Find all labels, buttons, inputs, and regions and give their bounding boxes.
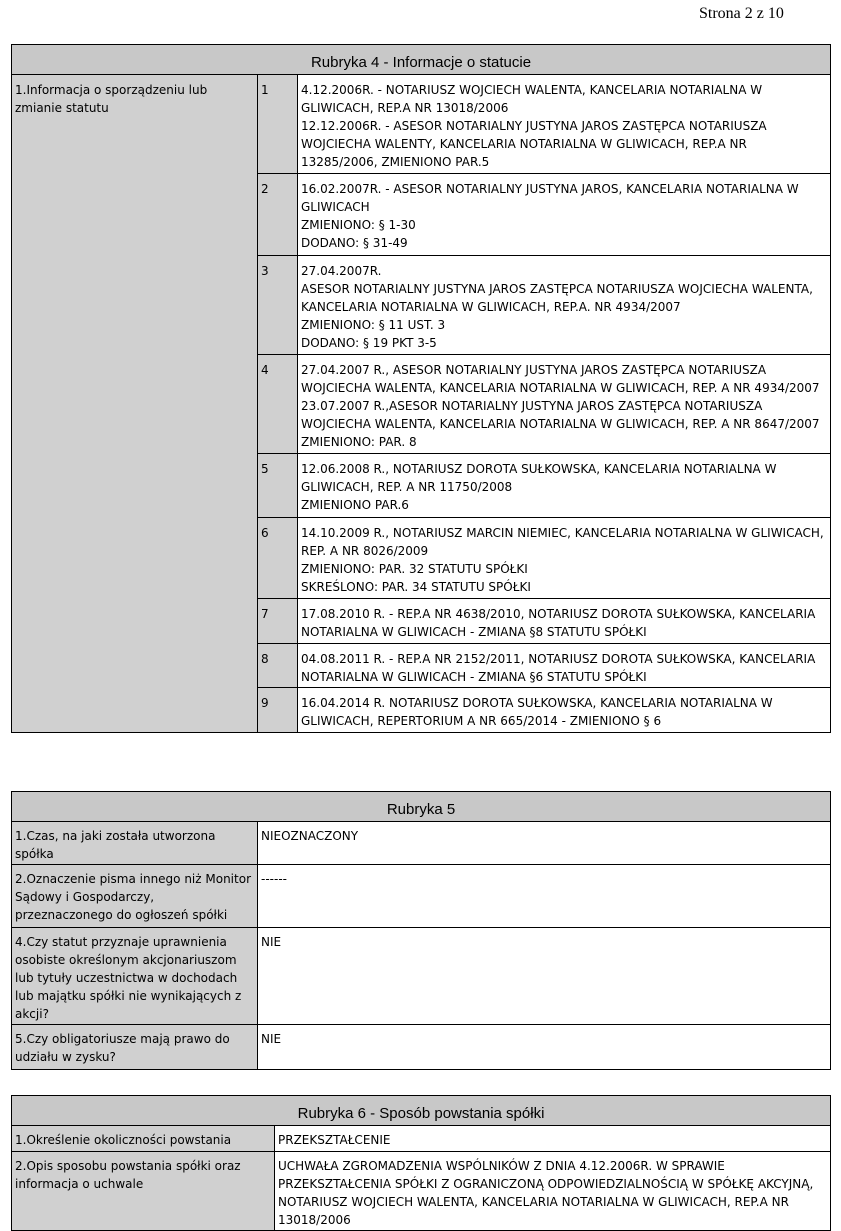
entry-line: 27.04.2007R.: [301, 264, 382, 278]
entry-line: DODANO: § 31-49: [301, 236, 408, 250]
entry-number: 2: [258, 174, 298, 256]
field-value: PRZEKSZTAŁCENIE: [275, 1126, 831, 1152]
entry-line: ASESOR NOTARIALNY JUSTYNA JAROS ZASTĘPCA NOTARIUSZA WOJCIECHA WALENTA, KANCELARIA NOTARIALNA W GLIWICACH, REP.A. NR 4934/2007: [301, 282, 813, 314]
entry-text: [298, 75, 831, 174]
entry-line: ZMIENIONO: § 1-30: [301, 218, 416, 232]
entry-line: 12.12.2006R. - ASESOR NOTARIALNY JUSTYNA JAROS ZASTĘPCA NOTARIUSZA WOJCIECHA WALENTY, KANCELARIA NOTARIALNA W GLIWICACH, REP.A NR 13285/2006, ZMIENIONO PAR.5: [301, 119, 767, 169]
rubryka-4-title: Rubryka 4 - Informacje o statucie: [12, 45, 831, 75]
entry-text: [298, 644, 831, 688]
rubryka-5-title: Rubryka 5: [12, 792, 831, 822]
entry-number: 1: [258, 75, 298, 174]
entry-line: ZMIENIONO: PAR. 32 STATUTU SPÓŁKI: [301, 562, 528, 576]
entry-text: [298, 599, 831, 644]
statute-info-label: 1.Informacja o sporządzeniu lub zmianie statutu: [12, 75, 258, 733]
entry-line: 4.12.2006R. - NOTARIUSZ WOJCIECH WALENTA, KANCELARIA NOTARIALNA W GLIWICACH, REP.A NR 13018/2006: [301, 83, 763, 115]
entry-text: [298, 688, 831, 733]
entry-text: [298, 518, 831, 599]
page-number: Strona 2 z 10: [699, 5, 784, 22]
entry-number: 3: [258, 256, 298, 355]
field-label: 5.Czy obligatoriusze mają prawo do udziału w zysku?: [12, 1025, 258, 1070]
entry-number: 7: [258, 599, 298, 644]
field-value: NIE: [258, 1025, 831, 1070]
entry-line: 16.04.2014 R. NOTARIUSZ DOROTA SUŁKOWSKA, KANCELARIA NOTARIALNA W GLIWICACH, REPERTORIUM A NR 665/2014 - ZMIENIONO § 6: [301, 696, 773, 728]
entry-line: 16.02.2007R. - ASESOR NOTARIALNY JUSTYNA JAROS, KANCELARIA NOTARIALNA W GLIWICACH: [301, 182, 799, 214]
field-value: NIE: [258, 928, 831, 1025]
entry-line: 12.06.2008 R., NOTARIUSZ DOROTA SUŁKOWSKA, KANCELARIA NOTARIALNA W GLIWICACH, REP. A NR 11750/2008: [301, 462, 777, 494]
entry-line: DODANO: § 19 PKT 3-5: [301, 336, 437, 350]
rubryka-6-title: Rubryka 6 - Sposób powstania spółki: [12, 1096, 831, 1126]
field-value: UCHWAŁA ZGROMADZENIA WSPÓLNIKÓW Z DNIA 4.12.2006R. W SPRAWIE PRZEKSZTAŁCENIA SPÓŁKI Z OGRANICZONĄ ODPOWIEDZIALNOŚCIĄ W SPÓŁKĘ AKCYJNĄ, NOTARIUSZ WOJCIECH WALENTA, KANCELARIA NOTARIALNA W GLIWICACH, REP.A NR 13018/2006: [275, 1152, 831, 1231]
field-label: 1.Określenie okoliczności powstania: [12, 1126, 275, 1152]
entry-number: 4: [258, 355, 298, 454]
field-label: 2.Oznaczenie pisma innego niż Monitor Sądowy i Gospodarczy, przeznaczonego do ogłoszeń spółki: [12, 865, 258, 928]
entry-line: ZMIENIONO: § 11 UST. 3: [301, 318, 446, 332]
field-value: NIEOZNACZONY: [258, 822, 831, 865]
entry-number: 6: [258, 518, 298, 599]
entry-line: SKREŚLONO: PAR. 34 STATUTU SPÓŁKI: [301, 580, 531, 594]
rubryka-6-table: [11, 1095, 831, 1231]
entry-number: 8: [258, 644, 298, 688]
entry-line: 14.10.2009 R., NOTARIUSZ MARCIN NIEMIEC, KANCELARIA NOTARIALNA W GLIWICACH, REP. A NR 8026/2009: [301, 526, 824, 558]
entry-line: 27.04.2007 R., ASESOR NOTARIALNY JUSTYNA JAROS ZASTĘPCA NOTARIUSZA WOJCIECHA WALENTA, KANCELARIA NOTARIALNA W GLIWICACH, REP. A NR 4934/2007: [301, 363, 820, 395]
entry-text: [298, 256, 831, 355]
entry-number: 5: [258, 454, 298, 518]
entry-line: 17.08.2010 R. - REP.A NR 4638/2010, NOTARIUSZ DOROTA SUŁKOWSKA, KANCELARIA NOTARIALNA W GLIWICACH - ZMIANA §8 STATUTU SPÓŁKI: [301, 607, 816, 639]
field-label: 2.Opis sposobu powstania spółki oraz informacja o uchwale: [12, 1152, 275, 1231]
entry-text: [298, 355, 831, 454]
rubryka-4-table: [11, 44, 831, 733]
entry-line: 04.08.2011 R. - REP.A NR 2152/2011, NOTARIUSZ DOROTA SUŁKOWSKA, KANCELARIA NOTARIALNA W GLIWICACH - ZMIANA §6 STATUTU SPÓŁKI: [301, 652, 816, 684]
entry-line: ZMIENIONO PAR.6: [301, 498, 409, 512]
field-label: 1.Czas, na jaki została utworzona spółka: [12, 822, 258, 865]
entry-number: 9: [258, 688, 298, 733]
field-label: 4.Czy statut przyznaje uprawnienia osobiste określonym akcjonariuszom lub tytuły uczestnictwa w dochodach lub majątku spółki nie wynikających z akcji?: [12, 928, 258, 1025]
entry-line: ZMIENIONO: PAR. 8: [301, 435, 417, 449]
rubryka-5-table: [11, 791, 831, 1070]
field-value: ------: [258, 865, 831, 928]
entry-line: 23.07.2007 R.,ASESOR NOTARIALNY JUSTYNA JAROS ZASTĘPCA NOTARIUSZA WOJCIECHA WALENTA, KANCELARIA NOTARIALNA W GLIWICACH, REP. A NR 8647/2007: [301, 399, 820, 431]
entry-text: [298, 174, 831, 256]
entry-text: [298, 454, 831, 518]
